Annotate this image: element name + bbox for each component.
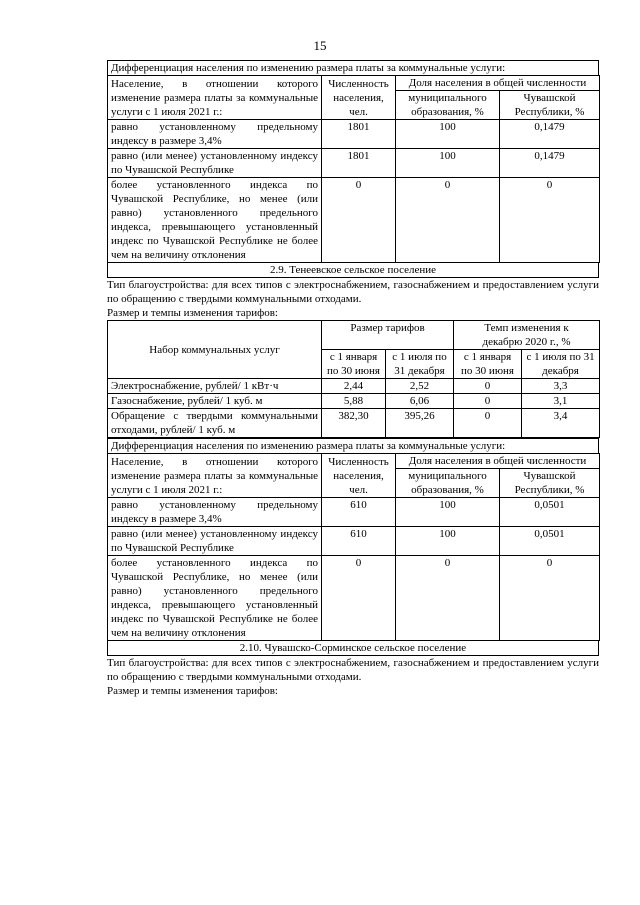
row-label: равно установленному предельному индексу в размере 3,4% [108,120,322,149]
row-count: 0 [322,178,396,263]
tariff-v3: 0 [454,394,522,409]
tariff-table-2-9 [107,320,600,438]
tariffs-title-2-10: Размер и темпы изменения тарифов: [107,685,278,697]
diff-table-1 [107,75,600,263]
tariff-v1: 5,88 [322,394,386,409]
head-p4: с 1 июля по 31 декабря [522,350,600,379]
row-rep: 0,0501 [500,527,600,556]
row-mun: 100 [396,149,500,178]
row-mun: 100 [396,120,500,149]
diff-table-2-9 [107,453,600,641]
page-content [107,60,599,698]
table-row [108,120,600,149]
row-label: равно (или менее) установленному индексу по Чувашской Республике [108,527,322,556]
head-p3: с 1 января по 30 июня [454,350,522,379]
tariff-v2: 2,52 [386,379,454,394]
head-share: Доля населения в общей численности [396,454,600,469]
row-label: равно (или менее) установленному индексу по Чувашской Республике [108,149,322,178]
row-mun: 100 [396,498,500,527]
head-rep: Чувашской Республики, % [500,469,600,498]
page-number: 15 [313,38,327,53]
tariff-v1: 382,30 [322,409,386,438]
tariff-v4: 3,1 [522,394,600,409]
row-mun: 0 [396,178,500,263]
head-share: Доля населения в общей численности [396,76,600,91]
row-rep: 0 [500,556,600,641]
table-row [108,556,600,641]
head-rep: Чувашской Республики, % [500,91,600,120]
row-count: 1801 [322,149,396,178]
section-title-2-9: 2.9. Тенеевское сельское поселение [107,263,599,277]
type-text-2-9: Тип благоустройства: для всех типов с электроснабжением, газоснабжением и предоставлением услуги по обращению с твердыми коммунальными отходами. [107,279,599,305]
tariffs-title-2-9: Размер и темпы изменения тарифов: [107,307,278,319]
head-p2: с 1 июля по 31 декабря [386,350,454,379]
head-services: Набор коммунальных услуг [108,321,322,379]
row-count: 610 [322,527,396,556]
row-rep: 0,1479 [500,149,600,178]
row-label: более установленного индекса по Чувашской Республике, но менее (или равно) установленного предельного индекса, превышающего установленный индекс по Чувашской Республике не более чем на величину отклонения [108,178,322,263]
row-mun: 0 [396,556,500,641]
head-mun: муниципального образования, % [396,469,500,498]
table-row [108,527,600,556]
section-title-2-10: 2.10. Чувашско-Сорминское сельское поселение [107,641,599,655]
tariff-v2: 6,06 [386,394,454,409]
table-row [108,149,600,178]
tariff-v1: 2,44 [322,379,386,394]
table-row [108,498,600,527]
head-population: Население, в отношении которого изменение размера платы за коммунальные услуги с 1 июля 2021 г.: [108,454,322,498]
tariff-v4: 3,4 [522,409,600,438]
row-mun: 100 [396,527,500,556]
tariff-v3: 0 [454,409,522,438]
row-label: более установленного индекса по Чувашской Республике, но менее (или равно) установленного предельного индекса, превышающего установленный индекс по Чувашской Республике не более чем на величину отклонения [108,556,322,641]
table-row [108,409,600,438]
head-p1: с 1 января по 30 июня [322,350,386,379]
row-count: 610 [322,498,396,527]
type-text-2-10: Тип благоустройства: для всех типов с электроснабжением, газоснабжением и предоставлением услуги по обращению с твердыми коммунальными отходами. [107,657,599,683]
head-rate: Темп изменения к декабрю 2020 г., % [454,321,600,350]
head-count: Численность населения, чел. [322,76,396,120]
diff-title-1: Дифференциация населения по изменению размера платы за коммунальные услуги: [107,60,599,75]
table-row [108,379,600,394]
row-rep: 0 [500,178,600,263]
head-count: Численность населения, чел. [322,454,396,498]
tariff-name: Электроснабжение, рублей/ 1 кВт·ч [108,379,322,394]
row-rep: 0,1479 [500,120,600,149]
row-count: 1801 [322,120,396,149]
head-size: Размер тарифов [322,321,454,350]
diff-title-2-9: Дифференциация населения по изменению размера платы за коммунальные услуги: [107,438,599,453]
tariff-v3: 0 [454,379,522,394]
tariff-v4: 3,3 [522,379,600,394]
table-row [108,394,600,409]
row-count: 0 [322,556,396,641]
row-label: равно установленному предельному индексу в размере 3,4% [108,498,322,527]
row-rep: 0,0501 [500,498,600,527]
tariff-name: Обращение с твердыми коммунальными отходами, рублей/ 1 куб. м [108,409,322,438]
head-population: Население, в отношении которого изменение размера платы за коммунальные услуги с 1 июля 2021 г.: [108,76,322,120]
table-row [108,178,600,263]
tariff-name: Газоснабжение, рублей/ 1 куб. м [108,394,322,409]
tariff-v2: 395,26 [386,409,454,438]
head-mun: муниципального образования, % [396,91,500,120]
